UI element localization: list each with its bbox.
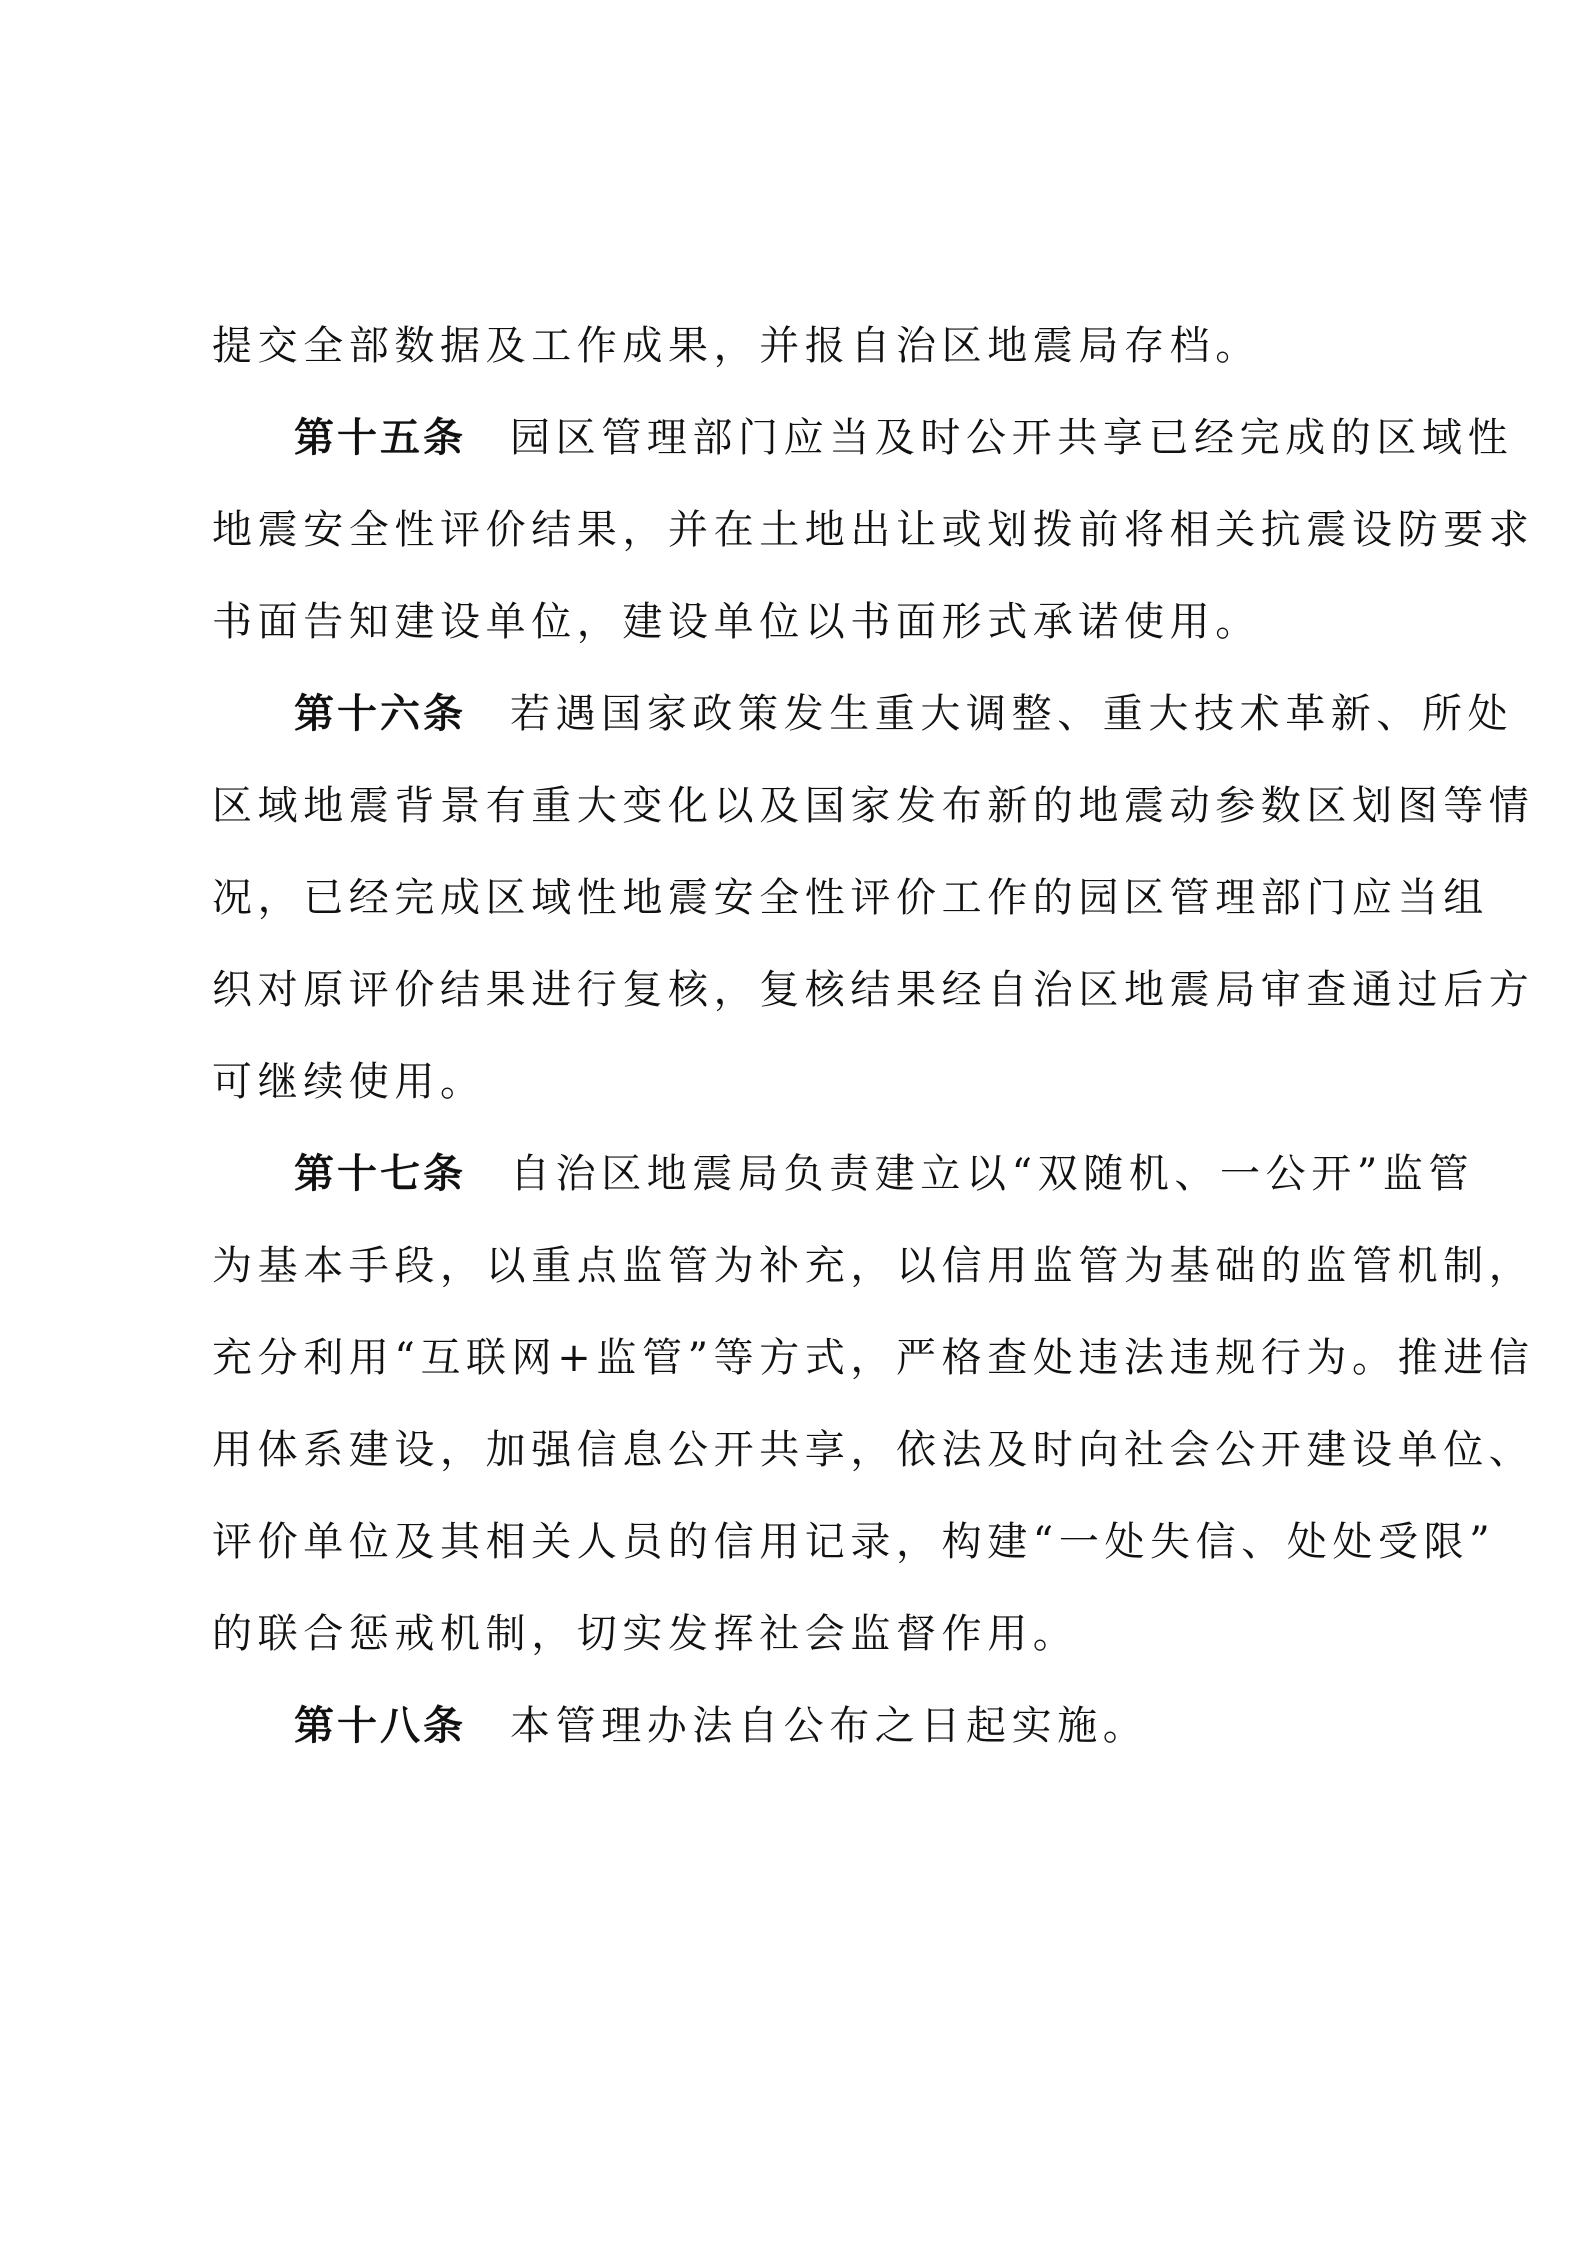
article-16-text-line-2: 区域地震背景有重大变化以及国家发布新的地震动参数区划图等情 xyxy=(212,783,1535,829)
article-15-text-line-3: 书面告知建设单位，建设单位以书面形式承诺使用。 xyxy=(212,599,1261,645)
article-15-first-line xyxy=(212,392,1514,484)
continuation-line: 提交全部数据及工作成果，并报自治区地震局存档。 xyxy=(212,323,1261,369)
article-15-text-line-1: 园区管理部门应当及时公开共享已经完成的区域性 xyxy=(510,415,1514,461)
article-17-text-line-2: 为基本手段，以重点监管为补充，以信用监管为基础的监管机制， xyxy=(212,1243,1535,1289)
article-16-first-line xyxy=(212,668,1514,760)
article-17-heading: 第十七条 xyxy=(294,1151,466,1197)
article-17-text-line-5: 评价单位及其相关人员的信用记录，构建“一处失信、处处受限” xyxy=(212,1519,1496,1565)
article-17-text-line-4: 用体系建设，加强信息公开共享，依法及时向社会公开建设单位、 xyxy=(212,1427,1535,1473)
article-16-text-line-1: 若遇国家政策发生重大调整、重大技术革新、所处 xyxy=(510,691,1514,737)
article-18-text-line-1: 本管理办法自公布之日起实施。 xyxy=(510,1703,1149,1749)
article-15-heading: 第十五条 xyxy=(294,415,466,461)
article-17-text-line-3: 充分利用“互联网+监管”等方式，严格查处违法违规行为。推进信 xyxy=(212,1335,1535,1381)
article-16-heading: 第十六条 xyxy=(294,691,466,737)
article-16-text-line-5: 可继续使用。 xyxy=(212,1059,486,1105)
article-16-text-line-4: 织对原评价结果进行复核，复核结果经自治区地震局审查通过后方 xyxy=(212,967,1535,1013)
article-18-first-line xyxy=(212,1680,1392,1772)
article-17-text-line-1: 自治区地震局负责建立以“双随机、一公开”监管 xyxy=(510,1151,1475,1197)
article-16-text-line-3: 况，已经完成区域性地震安全性评价工作的园区管理部门应当组 xyxy=(212,875,1489,921)
article-17-text-line-6: 的联合惩戒机制，切实发挥社会监督作用。 xyxy=(212,1611,1079,1657)
article-18-heading: 第十八条 xyxy=(294,1703,466,1749)
article-15-text-line-2: 地震安全性评价结果，并在土地出让或划拨前将相关抗震设防要求 xyxy=(212,507,1535,553)
document-body xyxy=(212,300,1535,1772)
article-17-first-line xyxy=(212,1128,1475,1220)
